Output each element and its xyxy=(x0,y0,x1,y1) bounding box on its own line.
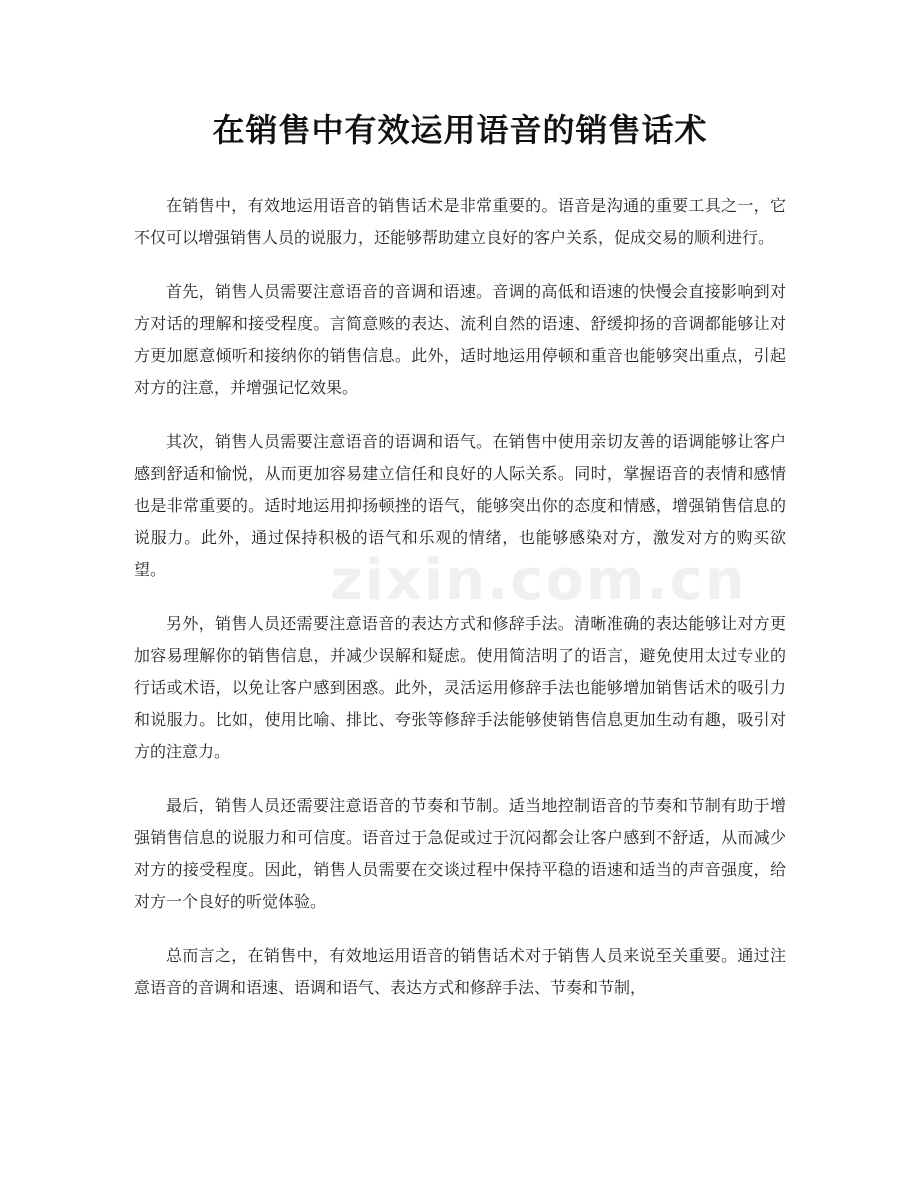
document-body xyxy=(134,190,786,1004)
paragraph-intro: 在销售中，有效地运用语音的销售话术是非常重要的。语音是沟通的重要工具之一，它不仅可以增强销售人员的说服力，还能够帮助建立良好的客户关系，促成交易的顺利进行。 xyxy=(134,196,786,247)
paragraph-rhythm-restraint: 最后，销售人员还需要注意语音的节奏和节制。适当地控制语音的节奏和节制有助于增强销售信息的说服力和可信度。语音过于急促或过于沉闷都会让客户感到不舒适，从而减少对方的接受程度。因此，销售人员需要在交谈过程中保持平稳的语速和适当的声音强度，给对方一个良好的听觉体验。 xyxy=(134,796,786,911)
paragraph-intonation-mood: 其次，销售人员需要注意语音的语调和语气。在销售中使用亲切友善的语调能够让客户感到舒适和愉悦，从而更加容易建立信任和良好的人际关系。同时，掌握语音的表情和感情也是非常重要的。适时地运用抑扬顿挫的语气，能够突出你的态度和情感，增强销售信息的说服力。此外，通过保持积极的语气和乐观的情绪，也能够感染对方，激发对方的购买欲望。 xyxy=(134,432,786,579)
watermark-text: zixin.com.cn xyxy=(330,548,747,613)
paragraph-conclusion: 总而言之，在销售中，有效地运用语音的销售话术对于销售人员来说至关重要。通过注意语音的音调和语速、语调和语气、表达方式和修辞手法、节奏和节制， xyxy=(134,946,786,997)
paragraph-tone-speed: 首先，销售人员需要注意语音的音调和语速。音调的高低和语速的快慢会直接影响到对方对话的理解和接受程度。言简意赅的表达、流利自然的语速、舒缓抑扬的音调都能够让对方更加愿意倾听和接纳你的销售信息。此外，适时地运用停顿和重音也能够突出重点，引起对方的注意，并增强记忆效果。 xyxy=(134,282,786,397)
paragraph-expression-rhetoric: 另外，销售人员还需要注意语音的表达方式和修辞手法。清晰准确的表达能够让对方更加容易理解你的销售信息，并减少误解和疑虑。使用简洁明了的语言，避免使用太过专业的行话或术语，以免让客户感到困惑。此外，灵活运用修辞手法也能够增加销售话术的吸引力和说服力。比如，使用比喻、排比、夸张等修辞手法能够使销售信息更加生动有趣，吸引对方的注意力。 xyxy=(134,614,786,761)
document-title: 在销售中有效运用语音的销售话术 xyxy=(212,111,708,149)
